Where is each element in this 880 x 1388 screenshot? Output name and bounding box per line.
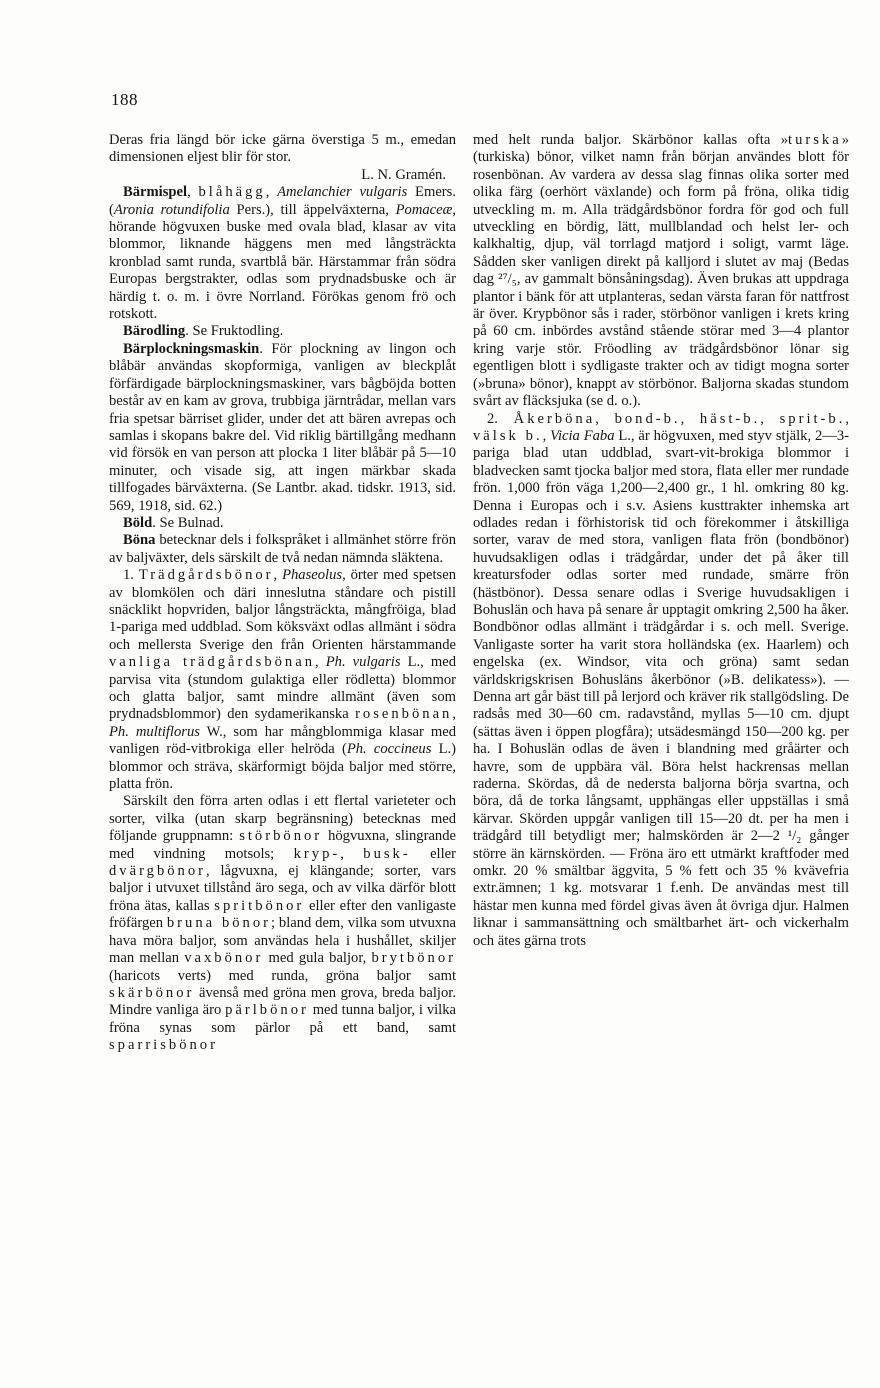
text-run: » (turkiska) bönor, vilket namn från början användes blott för rosenbönan. Av vardera av dessa slag finnas olika sorter med olika färg (oerhört växlande) och form på fröna, olika tidig utveckling m. m. Alla trädgårdsbönor fordra för god och full utveckling en bördig, lätt, mullblandad och helst ler- och kalkhaltig, djup, väl torrlagd matjord i soligt, varmt läge. Sådden sker vanligen direkt på kalljord i slutet av maj (Bedas dag ²⁷/₅, av gammalt bönsåningsdag). Även brukas att uppdraga plantor i bänk för att utplanteras, sedan värsta faran för nattfrost är över. Krypbönor sås i rader, störbönor vanligen i krets kring på 60 cm. inbördes avstånd stående störar med 3—4 plantor kring varje stör. Fröodling av trädgårdsbönor lönar sig egentligen blott i sydligaste trakter och av tidigt mogna sorter (»bruna» bönor), knappt av störbönor. Baljorna skadas stundom svårt av fläcksjuka (se d. o.).: [473, 132, 849, 410]
text-run: ,: [273, 567, 283, 584]
text-run: Särskilt den förra arten odlas i ett flertal varieteter och sorter, vilka (utan skarp begränsning) betecknas med följande gruppnamn:: [109, 793, 456, 845]
paragraph: [109, 515, 456, 532]
scientific-name: Ph. vulgaris: [325, 654, 401, 671]
text-run: ,: [452, 706, 456, 723]
paragraph: [109, 793, 456, 1054]
text-run: Pers.), till äppelväxterna,: [229, 201, 396, 218]
text-run: , hörande högvuxen buske med ovala blad, klasar av vita blommor, liknande häggens men med långsträckta kronblad samt runda, svartblå bär. Härstammar från södra Europas bergstrakter, odlas som prydnadsbuske och är härdig t. o. m. i övre Norrland. Förökas genom frö och rotskott.: [109, 201, 457, 323]
spaced-term: bruna bönor: [166, 915, 271, 932]
headword: Bärplockningsmaskin: [123, 340, 260, 357]
text-run: eller: [410, 845, 457, 862]
text-run: med tunna baljor, i vilka fröna synas som pärlor på ett band, samt: [109, 1002, 456, 1036]
text-run: Emers. (: [109, 184, 456, 218]
text-run: L., är högvuxen, med styv stjälk, 2—3-pariga blad utan uddblad, svart-vit-brokiga blommor i bladvecken samt tjocka baljor med stora, flata eller mer rundade frön. 1,000 frön väga 1,200—2,400 gr., 1 hl. omkring 80 kg. Denna i Europas och i s.v. Asiens kusttrakter inhemska art odlades redan i förhistorisk tid och förekommer i åtskilliga sorter, varav de med stora, vanligen flata frön (bondbönor) huvudsakligen odlas i trädgårdar, under det på åker till kreatursfoder odlas sorter med rundade, smärre frön (hästbönor). Dessa senare odlas i Sverige huvudsakligen i Bohuslän och hava på senare år upptagit omkring 2,500 ha åker. Bondbönor odlas allmänt i trädgårdar i s. och mell. Sverige. Vanligaste sorter ha varit stora holländska (ex. Haarlem) och engelska (ex. Windsor, vita och gröna) samt sedan världskrigskrisen Bohusläns åkerbönor (»B. delikatess»). — Denna art går bäst till på lerjord och kräver rik stallgödsling. De radsås med 30—60 cm. radavstånd, myllas 5—10 cm. djupt (sättas även i öppen plogfåra); utsädesmängd 150—200 kg. per ha. I Bohuslän odlas de även i blandning med gråärter och havre, som de uppbära väl. Böra helst hackrensas mellan raderna. Skördas, då de nedersta baljorna börja svartna, och böra, då de torka långsamt, upphängas eller uppställas i små kärvar. Skörden uppgår vanligen till 15—20 dt. per ha men i trädgård till betydligt mer; halmskörden är 2—2 ¹/₂ gånger större än kärnskörden. — Fröna äro ett utmärkt kraftfoder med omkr. 20 % smältbar äggvita, 5 % fett och 35 % kvävefria extr.ämnen; 1 kg. motsvarar 1 f.enh. De användas mest till hästar men kunna med fördel givas även åt övriga djur. Halmen liknar i sammansättning och smältbarhet ärt- och vickerhalm och ätes gärna trots: [473, 427, 850, 949]
text-run: ävenså med gröna men grova, breda baljor. Mindre vanliga äro: [109, 984, 456, 1019]
scientific-name: Vicia Faba: [550, 427, 615, 444]
scientific-name: Pomaceæ: [395, 201, 453, 218]
text-run: 2.: [487, 410, 514, 427]
text-run: L. N. Gramén.: [361, 166, 446, 183]
text-run: . Se Fruktodling.: [185, 323, 284, 340]
paragraph: [109, 323, 456, 340]
scientific-name: Aronia rotundifolia: [113, 201, 230, 218]
spaced-term: dvärgbönor: [109, 863, 207, 880]
left-column: [109, 132, 456, 1055]
text-run: betecknar dels i folkspråket i allmänhet större frön av baljväxter, dels särskilt de två nedan nämnda släktena.: [109, 532, 456, 566]
right-column: [473, 132, 849, 950]
text-run: med gula baljor,: [263, 950, 372, 967]
text-run: L., med parvisa vita (stundom gulaktiga eller rödletta) blommor och glatta baljor, samt mindre allmänt (även som prydnadsblommor) den sydamerikanska: [109, 654, 456, 723]
text-run: ,: [265, 184, 278, 201]
text-run: ,: [760, 410, 780, 427]
text-run: ,: [187, 184, 199, 201]
headword: Bärmispel: [123, 184, 188, 201]
text-run: ,: [595, 410, 615, 427]
spaced-term: turska: [788, 132, 842, 148]
paragraph: [109, 184, 456, 323]
spaced-term: blåhägg: [198, 184, 266, 201]
text-run: ,: [315, 654, 326, 671]
paragraph: [109, 532, 456, 567]
headword: Böld: [123, 514, 153, 531]
text-run: ,: [542, 427, 551, 444]
spaced-term: Trädgårdsbönor: [138, 567, 274, 584]
text-run: ,: [680, 410, 700, 427]
text-run: . Se Bulnad.: [152, 514, 224, 531]
spaced-term: busk-: [363, 845, 411, 862]
scientific-name: Ph. coccineus: [346, 741, 432, 758]
text-run: ,: [340, 845, 364, 862]
text-run: ,: [845, 410, 850, 427]
paragraph: [473, 132, 849, 411]
paragraph: [473, 411, 849, 951]
text-run: L.) blommor och sträva, skärformigt böjda baljor med större, platta frön.: [109, 741, 456, 793]
headword: Böna: [123, 532, 156, 549]
text-run: högvuxna, slingrande med vindning motsols;: [109, 828, 457, 862]
spaced-term: kryp-: [293, 845, 341, 862]
spaced-term: brytbönor: [371, 950, 457, 967]
signature: [109, 167, 456, 184]
paragraph: [109, 567, 456, 793]
page-number: 188: [111, 90, 138, 109]
text-run: med helt runda baljor. Skärbönor kallas ofta »: [473, 132, 789, 148]
text-run: . För plockning av lingon och blåbär användas skopformiga, vanligen av bleckplåt förfärdigade bärplockningsmaskiner, vars bågböjda botten består av en kam av grova, trubbiga järntrådar, mellan vars fria spetsar bärriset glider, under det att bären avrepas och samlas i skopans bakre del. Vid riklig bärtillgång medhann vid försök en van person att plocka 1 liter blåbär på 5—10 minuter, och visade sig, att ingen märkbar skada tillfogades bärväxterna. (Se Lantbr. akad. tidskr. 1913, sid. 569, 1918, sid. 62.): [109, 340, 456, 514]
text-run: , örter med spetsen av blomkölen och däri inneslutna ståndare och pistill snäcklikt hopvriden, baljor långsträckta, mångfröiga, blad 1-pariga med uddblad. Som köksväxt odlas allmänt i södra och mellersta Sverige den från Orienten härstammande: [109, 567, 456, 653]
text-run: eller efter den vanligaste fröfärgen: [109, 897, 456, 932]
text-run: 1.: [123, 567, 139, 584]
scientific-name: Ph. multiflorus: [109, 723, 200, 740]
spaced-term: rosenbönan: [355, 706, 453, 723]
spaced-term: välsk b.: [473, 427, 543, 444]
text-run: ; bland dem, vilka som utvuxna hava möra baljor, som användas hela i hushållet, skiljer man mellan: [109, 915, 456, 967]
spaced-term: bond-b.: [614, 410, 681, 427]
text-run: , lågvuxna, ej klängande; sorter, vars baljor i utvuxet tillstånd äro sega, och av vilka därför blott fröna ätas, kallas: [109, 863, 456, 914]
spaced-term: spritbönor: [214, 897, 305, 914]
text-run: (haricots verts) med runda, gröna baljor samt: [109, 967, 456, 984]
spaced-term: skärbönor: [109, 984, 195, 1001]
scientific-name: Amelanchier vulgaris: [277, 184, 408, 201]
headword: Bärodling: [123, 323, 186, 340]
spaced-term: pärlbönor: [225, 1002, 309, 1019]
scientific-name: Phaseolus: [282, 567, 343, 584]
text-run: W., som har mångblommiga klasar med vanligen röd-vitbrokiga eller helröda (: [109, 723, 456, 758]
paragraph: [109, 132, 456, 167]
spaced-term: sparrisbönor: [109, 1037, 218, 1054]
spaced-term: vanliga trädgårdsbönan: [109, 654, 315, 671]
paragraph: [109, 341, 456, 515]
spaced-term: störbönor: [239, 828, 323, 845]
spaced-term: sprit-b.: [779, 410, 846, 427]
text-run: Deras fria längd bör icke gärna överstiga 5 m., emedan dimensionen eljest blir för stor.: [109, 132, 456, 166]
spaced-term: Åkerböna: [513, 410, 596, 427]
spaced-term: vaxbönor: [184, 950, 264, 967]
spaced-term: häst-b.: [699, 410, 761, 427]
